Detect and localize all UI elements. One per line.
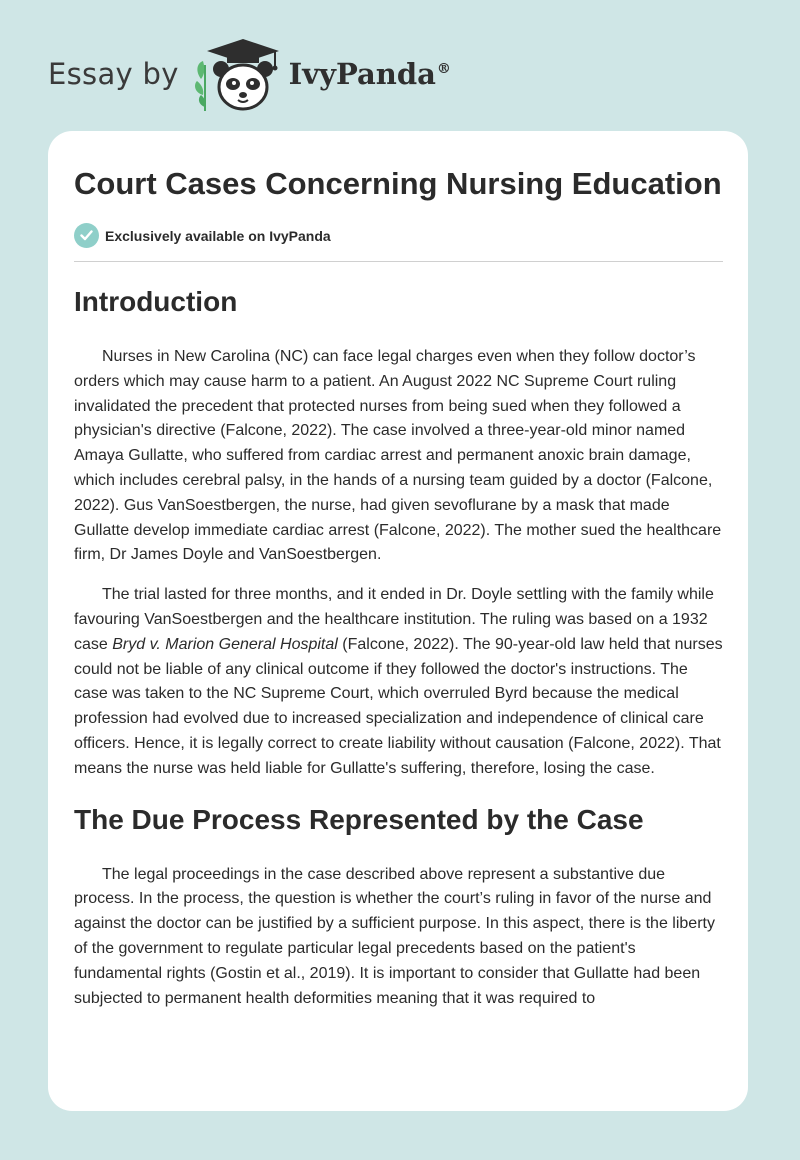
case-citation: Bryd v. Marion General Hospital	[112, 635, 338, 653]
exclusive-badge	[74, 223, 723, 248]
badge-text: Exclusively available on IvyPanda	[105, 227, 331, 244]
panda-logo-icon[interactable]	[193, 35, 285, 113]
paragraph-text: The trial lasted for three months, and it ended in Dr. Doyle settling with the family while favouring VanSoestbergen and the healthcare institution. The ruling was based on a 1932 case	[74, 586, 714, 653]
paragraph	[74, 863, 723, 1012]
brand-name[interactable]	[289, 57, 451, 91]
section-heading-due-process: The Due Process Represented by the Case	[74, 803, 644, 835]
divider	[74, 261, 723, 262]
essay-card	[48, 131, 748, 1111]
essay-content	[74, 163, 723, 1011]
paragraph-text: (Falcone, 2022). The 90-year-old law held that nurses could not be liable of any clinical outcome if they followed the doctor's instructions. The case was taken to the NC Supreme Court, which overruled Byrd because the medical profession had evolved due to increased specialization and independence of clinical care officers. Hence, it is legally correct to create liability without causation (Falcone, 2022). That means the nurse was held liable for Gullatte's suffering, therefore, losing the case.	[74, 635, 723, 777]
site-header	[48, 34, 451, 114]
check-icon	[74, 223, 99, 248]
registered-mark: ®	[436, 61, 451, 78]
essay-title: Court Cases Concerning Nursing Education	[74, 166, 722, 201]
brand-text: IvyPanda	[288, 57, 436, 91]
section-heading-introduction: Introduction	[74, 286, 238, 317]
paragraph	[74, 583, 723, 781]
paragraph-text: The legal proceedings in the case described above represent a substantive due process. In the process, the question is whether the court’s ruling in favor of the nurse and against the doctor can be justified by a sufficient purpose. In this aspect, there is the liberty of the government to regulate particular legal precedents based on the patient's fundamental rights (Gostin et al., 2019). It is important to consider that Gullatte had been subjected to permanent health deformities meaning that it was required to	[74, 865, 715, 1007]
essay-by-label: Essay by	[48, 57, 179, 91]
paragraph-text: Nurses in New Carolina (NC) can face legal charges even when they follow doctor’s orders which may cause harm to a patient. An August 2022 NC Supreme Court ruling invalidated the precedent that protected nurses from being sued when they followed a physician's directive (Falcone, 2022). The case involved a three-year-old minor named Amaya Gullatte, who suffered from cardiac arrest and permanent anoxic brain damage, which includes cerebral palsy, in the hands of a nursing team guided by a doctor (Falcone, 2022). Gus VanSoestbergen, the nurse, had given sevoflurane by a mask that made Gullatte develop immediate cardiac arrest (Falcone, 2022). The mother sued the healthcare firm, Dr James Doyle and VanSoestbergen.	[74, 348, 722, 564]
paragraph	[74, 345, 723, 568]
